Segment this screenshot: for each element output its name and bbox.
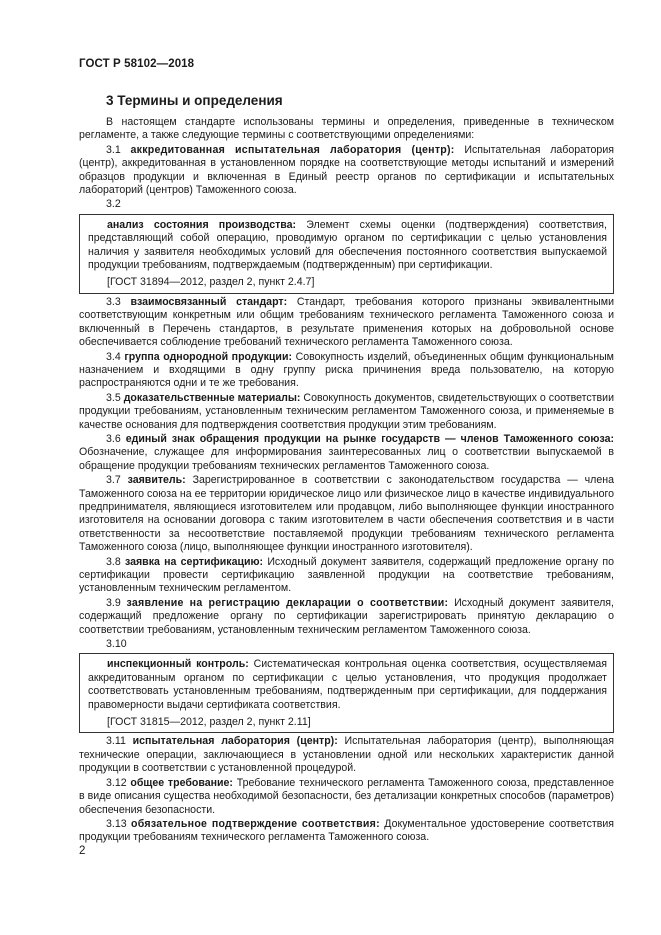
term-number: 3.9 (106, 596, 121, 609)
term-definition: Систематическая контрольная оценка соответствия, осуществляемая аккредитованным органом по сертификации с целью установления, что продукция продолжает соответствовать установленным требованиям, подтвержденным при сертификации, для поддержания правомерности выдачи сертификата соответствия. (88, 658, 607, 711)
term-3-4 (79, 351, 614, 391)
term-definition: Совокупность изделий, объединенных общим функциональным назначением и входящими в одну группу риска причинения вреда пользователю, на которую распространяются одни и те же требования. (79, 350, 614, 390)
term-name: общее требование: (130, 776, 233, 789)
term-definition: Зарегистрированное в соответствии с законодательством государства — члена Таможенного союза на ее территории юридическое лицо или физическое лицо в качестве индивидуального предпринимателя, являющиеся изготовителем или продавцом, либо выполняющее функции иностранного изготовителя на основании договора с таким изготовителем в части обеспечения соответствия и в части ответственности за несоответствие поставляемой продукции требованиям технического регламента Таможенного союза (лицо, выполняющее функции иностранного изготовителя). (79, 474, 614, 554)
term-name: доказательственные материалы: (123, 391, 301, 404)
term-definition: Испытательная лаборатория (центр), выполняющая технические операции, заключающиеся в установлении одной или нескольких характеристик данной продукции в соответствии с установленной процедурой. (79, 735, 614, 775)
term-name: заявитель: (127, 474, 186, 487)
term-source: [ГОСТ 31815—2012, раздел 2, пункт 2.11] (107, 716, 311, 729)
term-number: 3.3 (106, 295, 121, 308)
term-number: 3.5 (106, 391, 121, 404)
term-3-11 (79, 735, 614, 775)
term-definition: Исходный документ заявителя, содержащий предложение органу по сертификации провести сертификацию заявленной продукции на соответствие требованиям, установленным техническим регламентом. (79, 555, 614, 595)
term-3-2-box (79, 214, 614, 294)
term-definition: Испытательная лаборатория (центр), аккредитованная в установленном порядке на соответствующие методы испытаний и измерений образцов продукции и включенная в Единый реестр органов по сертификации и испытательных лабораторий (центров) Таможенного союза. (79, 143, 614, 197)
term-name: аккредитованная испытательная лаборатория (центр): (130, 143, 455, 156)
term-number: 3.13 (106, 817, 127, 830)
term-number: 3.7 (106, 474, 121, 487)
term-name: инспекционный контроль: (107, 658, 249, 671)
term-definition: Обозначение, служащее для информирования заинтересованных лиц о соответствии выпускаемой в обращение продукции требованиям технических регламентов Таможенного союза. (79, 446, 614, 472)
term-3-2-number: 3.2 (106, 198, 121, 211)
term-name: заявка на сертификацию: (124, 555, 264, 568)
term-name: единый знак обращения продукции на рынке государств — членов Таможенного союза: (125, 432, 614, 445)
term-3-3 (79, 296, 614, 350)
term-3-6 (79, 433, 614, 473)
term-definition: Документальное удостоверение соответствия продукции требованиям технического регламента Таможенного союза. (79, 817, 614, 844)
page-number: 2 (79, 845, 86, 857)
term-name: взаимосвязанный стандарт: (130, 295, 288, 308)
term-name: заявление на регистрацию декларации о соответствии: (126, 596, 449, 609)
section-title: 3 Термины и определения (106, 93, 283, 108)
term-3-7 (79, 474, 614, 554)
term-name: испытательная лаборатория (центр): (132, 735, 338, 748)
term-number: 3.11 (106, 735, 126, 748)
term-3-13 (79, 818, 614, 845)
term-number: 3.12 (106, 776, 127, 789)
term-3-10 (88, 658, 607, 712)
term-number: 3.6 (106, 432, 121, 445)
term-3-1 (79, 144, 614, 198)
term-name: обязательное подтверждение соответствия: (131, 817, 380, 830)
term-3-10-box (79, 653, 614, 733)
document-id: ГОСТ Р 58102—2018 (79, 58, 195, 70)
term-3-5 (79, 392, 614, 432)
term-3-8 (79, 556, 614, 596)
intro-paragraph: В настоящем стандарте использованы термины и определения, приведенные в техническом регламенте, а также следующие термины с соответствующими определениями: (79, 116, 614, 142)
term-definition: Стандарт, требования которого признаны эквивалентными соответствующим конкретным или общим требованиям технического регламента Таможенного союза и включенный в Перечень стандартов, в результате применения которых на добровольной основе обеспечивается соблюдение требований технического регламента Таможенного союза. (79, 295, 614, 349)
term-source: [ГОСТ 31894—2012, раздел 2, пункт 2.4.7] (107, 276, 315, 289)
term-number: 3.4 (106, 350, 121, 363)
term-name: анализ состояния производства: (107, 218, 297, 231)
term-3-12 (79, 777, 614, 817)
term-3-10-number: 3.10 (106, 638, 127, 651)
term-definition: Элемент схемы оценки (подтверждения) соответствия, представляющий собой операцию, проводимую органом по сертификации с целью установления наличия у заявителя необходимых условий для обеспечения постоянного соответствия выпускаемой продукции требованиям, подтверждаемым (подтвержденным) при сертификации. (88, 218, 607, 272)
term-definition: Требование технического регламента Таможенного союза, представленное в виде описания существа необходимой безопасности, без детализации конкретных способов (параметров) обеспечения безопасности. (79, 776, 614, 816)
term-name: группа однородной продукции: (124, 350, 292, 363)
term-definition: Совокупность документов, свидетельствующих о соответствии продукции требованиям, установленным техническим регламентом Таможенного союза, и применяемые в качестве основания для подтверждения соответствия продукции этим требованиям. (79, 391, 614, 431)
term-3-2 (88, 219, 607, 273)
term-3-9 (79, 597, 614, 637)
term-definition: Исходный документ заявителя, содержащий предложение органу по сертификации зарегистрировать принятую декларацию о соответствии требованиям, установленным техническим регламентом Таможенного союза. (79, 596, 614, 636)
term-number: 3.8 (106, 555, 121, 568)
term-number: 3.1 (106, 143, 121, 156)
section-content (79, 116, 614, 845)
